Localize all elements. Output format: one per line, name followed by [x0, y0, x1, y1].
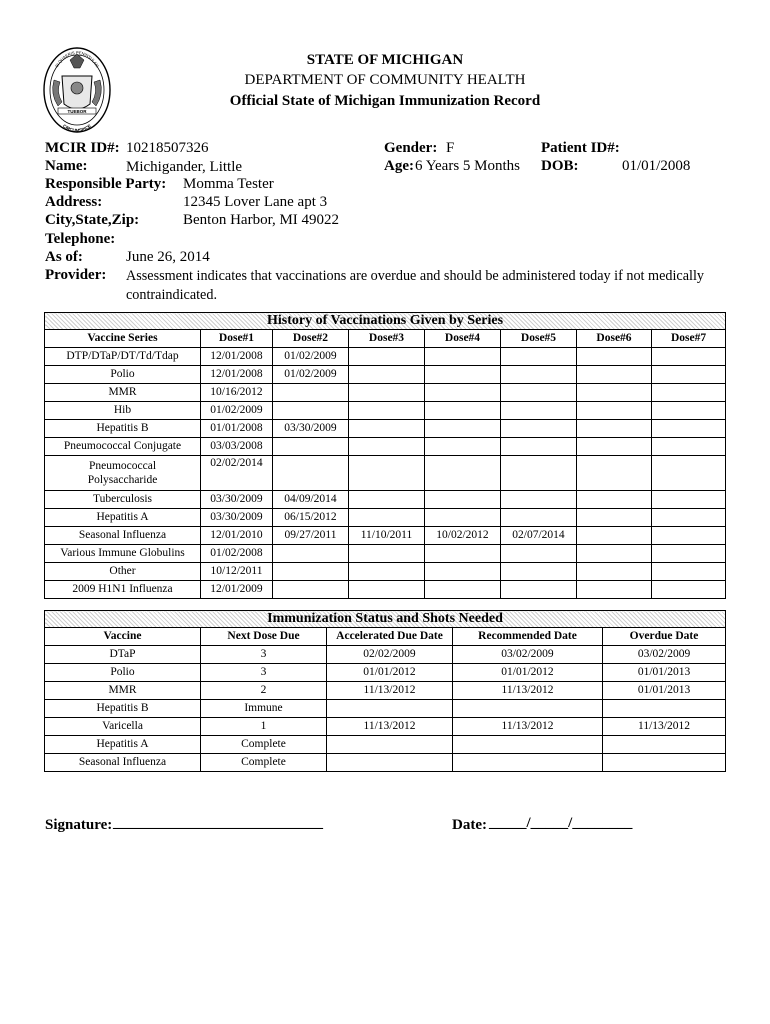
dose-date-cell: 12/01/2010 [201, 527, 273, 545]
vaccine-series-name: Hib [45, 402, 201, 420]
history-header-row [45, 330, 726, 348]
dose-date-cell [273, 384, 349, 402]
history-body [45, 348, 726, 599]
dose-date-cell [577, 384, 652, 402]
age-value: 6 Years 5 Months [415, 158, 521, 174]
dose-date-cell: 10/16/2012 [201, 384, 273, 402]
status-vaccine-name: MMR [45, 682, 201, 700]
dose-date-cell [425, 402, 501, 420]
dose-date-cell [501, 420, 577, 438]
status-cell [603, 700, 726, 718]
status-cell: 1 [201, 718, 327, 736]
dose-date-cell [273, 438, 349, 456]
status-cell [327, 754, 453, 772]
history-row [45, 348, 726, 366]
status-vaccine-name: DTaP [45, 646, 201, 664]
dose-date-cell [349, 545, 425, 563]
dose-date-cell [425, 384, 501, 402]
dose-date-cell [501, 563, 577, 581]
dose-date-cell: 12/01/2009 [201, 581, 273, 599]
vaccine-series-name: Other [45, 563, 201, 581]
status-vaccine-name: Varicella [45, 718, 201, 736]
vaccine-series-name: MMR [45, 384, 201, 402]
status-vaccine-name: Hepatitis B [45, 700, 201, 718]
dose-date-cell [349, 438, 425, 456]
history-row [45, 402, 726, 420]
status-cell: 11/13/2012 [453, 718, 603, 736]
status-header-row [45, 628, 726, 646]
status-vaccine-name: Seasonal Influenza [45, 754, 201, 772]
status-cell: 11/13/2012 [327, 718, 453, 736]
dose-date-cell: 01/02/2009 [273, 348, 349, 366]
dose-date-cell [652, 456, 726, 491]
dose-date-cell [577, 509, 652, 527]
dose-date-cell [425, 456, 501, 491]
vaccination-history-table [44, 312, 726, 599]
dose-date-cell [501, 545, 577, 563]
dose-date-cell: 09/27/2011 [273, 527, 349, 545]
status-cell: 01/01/2012 [327, 664, 453, 682]
vaccine-series-name: Hepatitis A [45, 509, 201, 527]
department-title: DEPARTMENT OF COMMUNITY HEALTH [244, 72, 526, 88]
status-title: Immunization Status and Shots Needed [45, 611, 726, 628]
history-col-header: Vaccine Series [45, 330, 201, 348]
signature-label: Signature: [45, 817, 113, 833]
status-col-header: Overdue Date [603, 628, 726, 646]
dob-label: DOB: [541, 158, 579, 174]
status-col-header: Next Dose Due [201, 628, 327, 646]
dose-date-cell [425, 581, 501, 599]
dose-date-cell [501, 384, 577, 402]
vaccine-series-name: Pneumococcal Conjugate [45, 438, 201, 456]
svg-text:SI QUAERIS PENINSULAM: SI QUAERIS PENINSULAM [53, 49, 101, 69]
dose-date-cell: 03/03/2008 [201, 438, 273, 456]
status-cell: 3 [201, 646, 327, 664]
dose-date-cell [501, 348, 577, 366]
status-body [45, 646, 726, 772]
history-row [45, 420, 726, 438]
status-row [45, 700, 726, 718]
dose-date-cell: 03/30/2009 [201, 491, 273, 509]
status-cell: 01/01/2013 [603, 664, 726, 682]
status-cell: Complete [201, 754, 327, 772]
dose-date-cell [501, 509, 577, 527]
history-row [45, 563, 726, 581]
dose-date-cell [425, 366, 501, 384]
dose-date-cell [501, 438, 577, 456]
dose-date-cell [652, 509, 726, 527]
telephone-label: Telephone: [45, 231, 116, 247]
gender-value: F [446, 140, 455, 156]
status-cell: 01/01/2013 [603, 682, 726, 700]
city-state-zip-value: Benton Harbor, MI 49022 [183, 212, 340, 228]
status-row [45, 718, 726, 736]
dose-date-cell [577, 581, 652, 599]
dose-date-cell: 11/10/2011 [349, 527, 425, 545]
dose-date-cell [425, 420, 501, 438]
vaccine-series-name: Polio [45, 366, 201, 384]
status-cell: 03/02/2009 [453, 646, 603, 664]
as-of-label: As of: [45, 249, 83, 265]
status-cell [453, 700, 603, 718]
dose-date-cell [501, 581, 577, 599]
status-row [45, 646, 726, 664]
history-row [45, 456, 726, 491]
vaccine-series-name: DTP/DTaP/DT/Td/Tdap [45, 348, 201, 366]
vaccine-series-name-line: Pneumococcal [88, 460, 157, 472]
vaccine-series-name: 2009 H1N1 Influenza [45, 581, 201, 599]
address-value: 12345 Lover Lane apt 3 [183, 194, 328, 210]
status-cell [453, 736, 603, 754]
history-row [45, 581, 726, 599]
status-cell: 11/13/2012 [603, 718, 726, 736]
history-col-header: Dose#5 [501, 330, 577, 348]
history-row [45, 384, 726, 402]
responsible-value: Momma Tester [183, 176, 274, 192]
dose-date-cell [273, 563, 349, 581]
dose-date-cell: 01/02/2008 [201, 545, 273, 563]
record-title: Official State of Michigan Immunization Record [229, 93, 541, 109]
dose-date-cell [652, 527, 726, 545]
history-col-header: Dose#2 [273, 330, 349, 348]
dose-date-cell: 03/30/2009 [201, 509, 273, 527]
provider-note-line1: Assessment indicates that vaccinations are overdue and should be administered today if not medically [126, 268, 704, 284]
dose-date-cell [425, 545, 501, 563]
city-state-zip-label: City,State,Zip: [45, 212, 140, 228]
date-line[interactable]: _____/_____/________ [489, 815, 633, 831]
dose-date-cell [577, 527, 652, 545]
dose-date-cell [349, 509, 425, 527]
dose-date-cell: 02/02/2014 [201, 456, 273, 491]
dose-date-cell [273, 456, 349, 491]
history-row [45, 438, 726, 456]
vaccine-series-name [45, 456, 201, 491]
dose-date-cell [652, 366, 726, 384]
svg-text:TUEBOR: TUEBOR [67, 108, 87, 114]
history-row [45, 527, 726, 545]
status-cell: 02/02/2009 [327, 646, 453, 664]
gender-label: Gender: [384, 140, 438, 156]
mcir-value: 10218507326 [126, 140, 209, 156]
provider-label: Provider: [45, 267, 107, 283]
dose-date-cell [652, 348, 726, 366]
status-vaccine-name: Polio [45, 664, 201, 682]
dose-date-cell: 06/15/2012 [273, 509, 349, 527]
dose-date-cell [652, 563, 726, 581]
status-cell: Complete [201, 736, 327, 754]
dose-date-cell [577, 438, 652, 456]
dose-date-cell: 10/12/2011 [201, 563, 273, 581]
dose-date-cell: 12/01/2008 [201, 366, 273, 384]
status-cell [327, 700, 453, 718]
dose-date-cell [652, 491, 726, 509]
state-seal-icon [42, 46, 112, 134]
immunization-status-table [44, 610, 726, 772]
dose-date-cell [652, 402, 726, 420]
status-row [45, 664, 726, 682]
as-of-value: June 26, 2014 [126, 249, 210, 265]
dose-date-cell [501, 491, 577, 509]
history-col-header: Dose#7 [652, 330, 726, 348]
status-cell: 11/13/2012 [453, 682, 603, 700]
status-cell [453, 754, 603, 772]
dose-date-cell [577, 348, 652, 366]
dose-date-cell [577, 563, 652, 581]
history-row [45, 509, 726, 527]
dose-date-cell [652, 384, 726, 402]
dose-date-cell [501, 456, 577, 491]
history-row [45, 366, 726, 384]
dose-date-cell: 12/01/2008 [201, 348, 273, 366]
vaccine-series-name: Hepatitis B [45, 420, 201, 438]
dose-date-cell [501, 366, 577, 384]
dose-date-cell: 03/30/2009 [273, 420, 349, 438]
dose-date-cell [425, 438, 501, 456]
dose-date-cell [577, 545, 652, 563]
dob-value: 01/01/2008 [622, 158, 691, 174]
dose-date-cell [349, 366, 425, 384]
dose-date-cell: 01/02/2009 [273, 366, 349, 384]
status-cell: 11/13/2012 [327, 682, 453, 700]
status-cell [327, 736, 453, 754]
status-vaccine-name: Hepatitis A [45, 736, 201, 754]
dose-date-cell [652, 581, 726, 599]
dose-date-cell [273, 402, 349, 420]
dose-date-cell [425, 509, 501, 527]
dose-date-cell [349, 402, 425, 420]
status-cell: 2 [201, 682, 327, 700]
name-value: Michigander, Little [126, 159, 243, 175]
history-row [45, 545, 726, 563]
dose-date-cell: 04/09/2014 [273, 491, 349, 509]
provider-note-line2: contraindicated. [126, 287, 217, 303]
dose-date-cell [425, 491, 501, 509]
dose-date-cell [652, 545, 726, 563]
vaccine-series-name: Various Immune Globulins [45, 545, 201, 563]
dose-date-cell: 01/01/2008 [201, 420, 273, 438]
history-col-header: Dose#6 [577, 330, 652, 348]
patient-id-label: Patient ID#: [541, 140, 620, 156]
history-title: History of Vaccinations Given by Series [45, 313, 726, 330]
dose-date-cell [349, 563, 425, 581]
status-row [45, 682, 726, 700]
dose-date-cell [349, 491, 425, 509]
dose-date-cell [349, 456, 425, 491]
status-cell: 03/02/2009 [603, 646, 726, 664]
dose-date-cell [501, 402, 577, 420]
vaccine-series-name: Seasonal Influenza [45, 527, 201, 545]
signature-line[interactable]: ____________________________ [113, 815, 323, 831]
dose-date-cell: 01/02/2009 [201, 402, 273, 420]
dose-date-cell [577, 420, 652, 438]
dose-date-cell: 10/02/2012 [425, 527, 501, 545]
status-col-header: Accelerated Due Date [327, 628, 453, 646]
vaccine-series-name: Tuberculosis [45, 491, 201, 509]
status-col-header: Recommended Date [453, 628, 603, 646]
address-label: Address: [45, 194, 103, 210]
dose-date-cell [349, 420, 425, 438]
dose-date-cell [577, 456, 652, 491]
dose-date-cell [577, 402, 652, 420]
age-label: Age: [384, 158, 414, 174]
dose-date-cell [652, 420, 726, 438]
status-row [45, 736, 726, 754]
dose-date-cell [652, 438, 726, 456]
vaccine-series-name-line: Polysaccharide [87, 474, 158, 486]
dose-date-cell [577, 366, 652, 384]
dose-date-cell: 02/07/2014 [501, 527, 577, 545]
history-col-header: Dose#4 [425, 330, 501, 348]
dose-date-cell [273, 545, 349, 563]
dose-date-cell [425, 563, 501, 581]
dose-date-cell [349, 384, 425, 402]
status-cell [603, 754, 726, 772]
date-label: Date: [452, 817, 487, 833]
name-label: Name: [45, 158, 88, 174]
svg-text:CIRCUMSPICE: CIRCUMSPICE [61, 123, 93, 134]
status-cell: 01/01/2012 [453, 664, 603, 682]
history-col-header: Dose#3 [349, 330, 425, 348]
responsible-label: Responsible Party: [45, 176, 167, 192]
status-cell: 3 [201, 664, 327, 682]
mcir-label: MCIR ID#: [45, 140, 120, 156]
dose-date-cell [349, 348, 425, 366]
status-cell [603, 736, 726, 754]
state-title: STATE OF MICHIGAN [306, 52, 464, 68]
dose-date-cell [349, 581, 425, 599]
status-cell: Immune [201, 700, 327, 718]
status-col-header: Vaccine [45, 628, 201, 646]
history-col-header: Dose#1 [201, 330, 273, 348]
history-row [45, 491, 726, 509]
dose-date-cell [273, 581, 349, 599]
status-row [45, 754, 726, 772]
dose-date-cell [425, 348, 501, 366]
dose-date-cell [577, 491, 652, 509]
